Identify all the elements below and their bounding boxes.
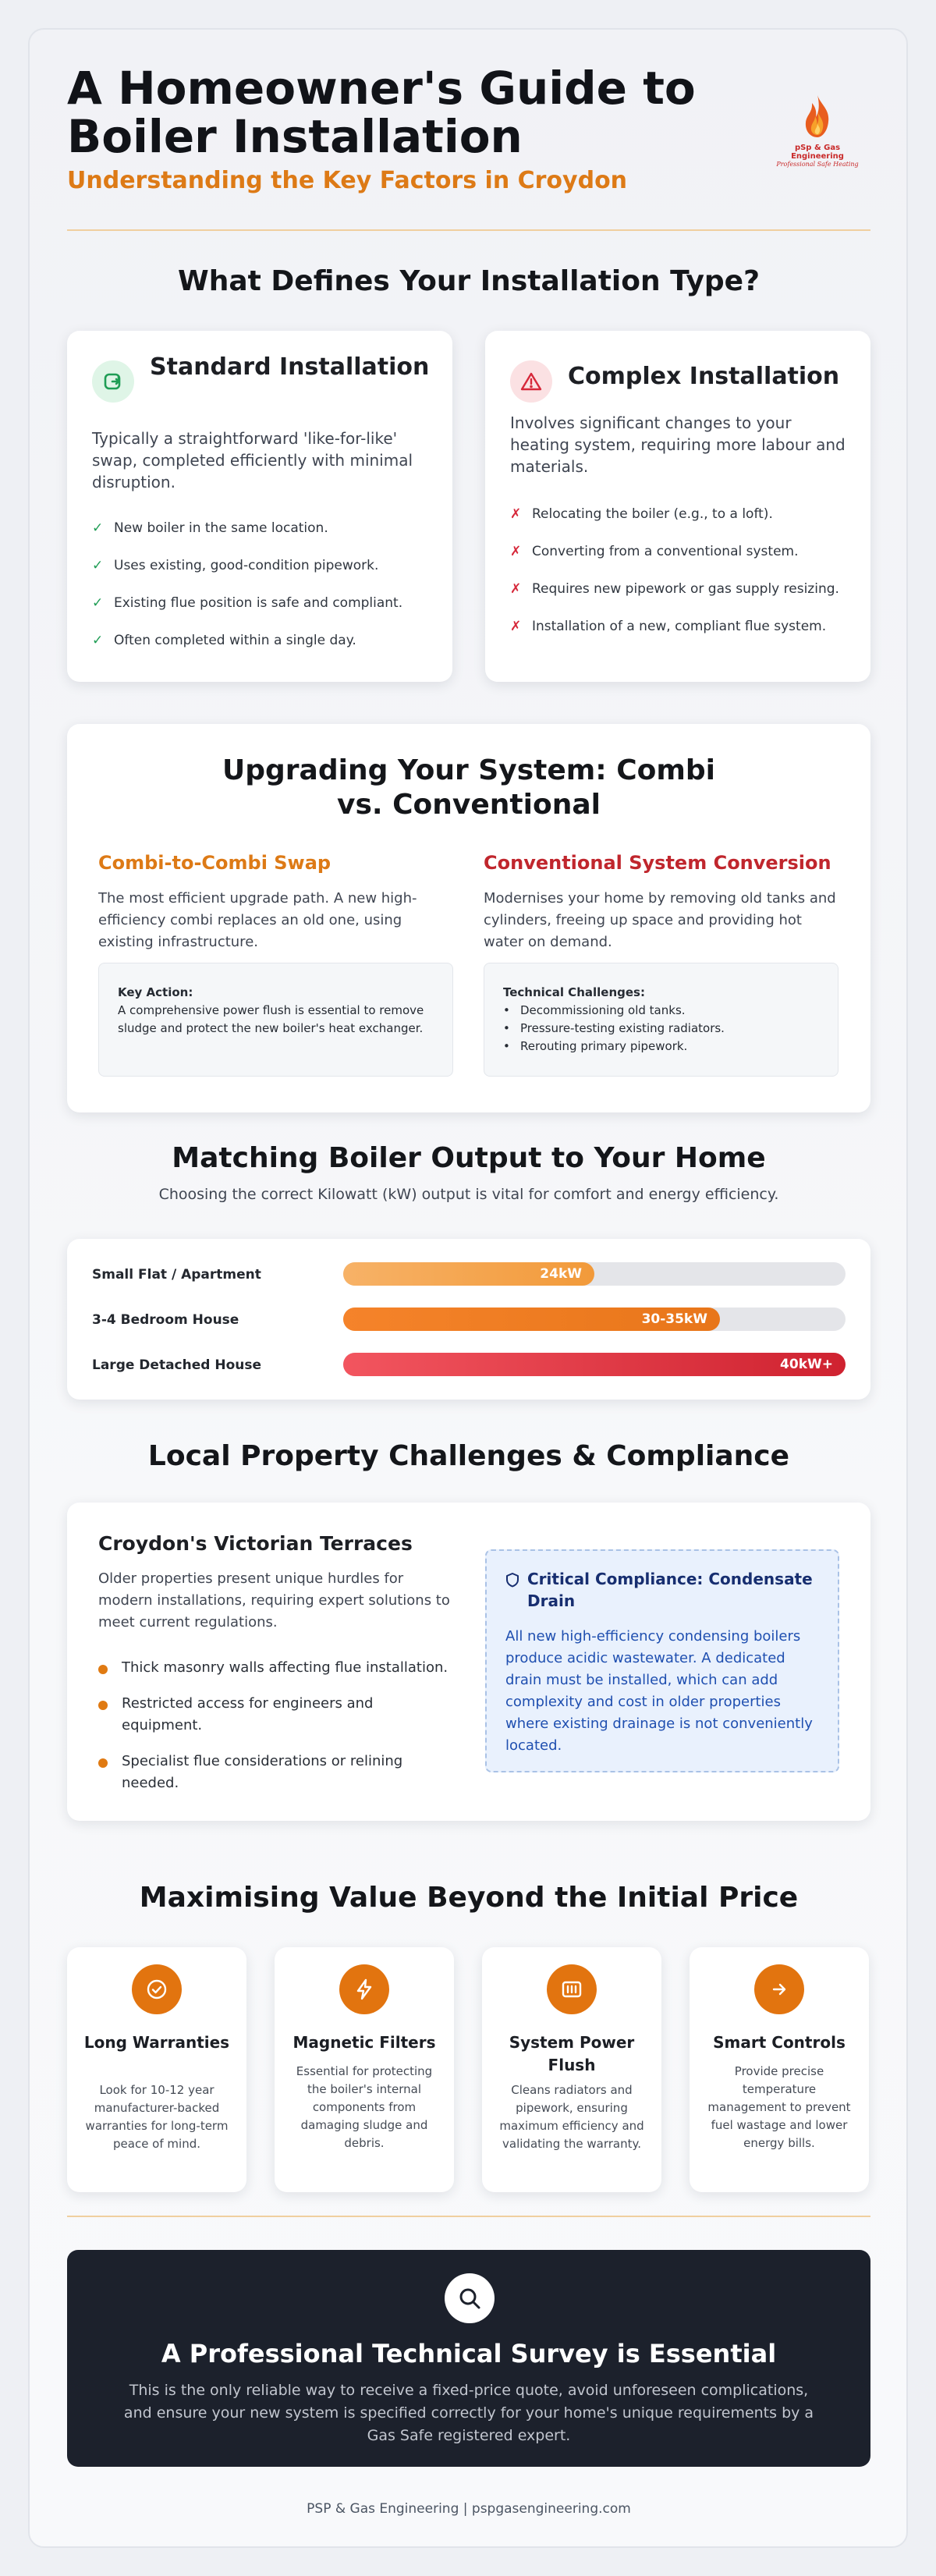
lightning-icon (339, 1964, 389, 2014)
complex-installation-list (510, 504, 853, 654)
list-item: Thick masonry walls affecting flue installation. (98, 1657, 457, 1679)
upgrade-heading: Upgrading Your System: Combi vs. Conventional (222, 754, 715, 821)
output-bar-track (343, 1353, 846, 1376)
value-card-smart-controls (690, 1947, 869, 2192)
key-action-text: A comprehensive power flush is essential to remove sludge and protect the new boiler's heat exchanger. (118, 1003, 424, 1035)
bullet-dot-icon (98, 1758, 108, 1768)
search-icon (445, 2273, 495, 2323)
compliance-title: Critical Compliance: Condensate Drain (527, 1570, 813, 1610)
standard-installation-description: Typically a straightforward 'like-for-like' swap, completed efficiently with minimal disruption. (92, 429, 413, 491)
list-item: ✗ Installation of a new, compliant flue system. (510, 616, 853, 637)
conventional-conversion-title: Conventional System Conversion (484, 852, 831, 874)
output-bar-fill: 24kW (343, 1262, 594, 1286)
boiler-swap-icon (92, 360, 134, 403)
list-item: ✓ Often completed within a single day. (92, 630, 435, 651)
value-card-warranties (67, 1947, 246, 2192)
survey-callout-title: A Professional Technical Survey is Essential (161, 2339, 777, 2368)
survey-callout (67, 2250, 870, 2467)
value-card-title: Long Warranties (83, 2033, 230, 2052)
guide-page (28, 28, 908, 2548)
list-item: ✗ Relocating the boiler (e.g., to a loft). (510, 504, 853, 525)
combi-swap-title: Combi-to-Combi Swap (98, 852, 332, 874)
output-row-label: 3-4 Bedroom House (92, 1312, 239, 1328)
value-card-description: Provide precise temperature management to prevent fuel wastage and lower energy bills. (707, 2064, 851, 2150)
list-item: ✓ Existing flue position is safe and compliant. (92, 593, 435, 614)
technical-challenges-list (503, 1002, 819, 1056)
key-action-label: Key Action: (118, 985, 193, 999)
arrow-right-circle-icon (754, 1964, 804, 2014)
complex-installation-title: Complex Installation (568, 363, 840, 390)
output-bar-fill: 40kW+ (343, 1353, 846, 1376)
victorian-terraces-list (98, 1657, 457, 1808)
victorian-terraces-title: Croydon's Victorian Terraces (98, 1532, 413, 1555)
output-bar-fill: 30-35kW (343, 1308, 720, 1331)
output-row-label: Large Detached House (92, 1357, 261, 1373)
conventional-conversion-description: Modernises your home by removing old tanks and cylinders, freeing up space and providing hot water on demand. (484, 890, 836, 950)
value-card-description: Look for 10-12 year manufacturer-backed warranties for long-term peace of mind. (85, 2083, 229, 2151)
value-card-description: Cleans radiators and pipework, ensuring maximum efficiency and validating the warranty. (499, 2083, 644, 2151)
list-item: Restricted access for engineers and equipment. (98, 1693, 457, 1737)
technical-challenges-label: Technical Challenges: (503, 985, 645, 999)
bullet-dot-icon (98, 1665, 108, 1674)
flame-icon (800, 94, 835, 139)
victorian-terraces-description: Older properties present unique hurdles for modern installations, requiring expert solutions to meet current regulations. (98, 1570, 450, 1630)
check-icon: ✓ (92, 595, 104, 611)
logo-tagline: Professional Safe Heating (776, 161, 859, 168)
value-card-magnetic-filters (275, 1947, 454, 2192)
local-challenges-heading: Local Property Challenges & Compliance (147, 1440, 790, 1472)
page-title: A Homeowner's Guide to Boiler Installation (67, 62, 696, 163)
company-logo (768, 94, 867, 168)
page-subtitle: Understanding the Key Factors in Croydon (67, 167, 628, 194)
list-item: • Pressure-testing existing radiators. (503, 1020, 819, 1038)
technical-challenges-box (484, 963, 838, 1077)
value-card-title: Magnetic Filters (292, 2033, 436, 2052)
logo-name: pSp & Gas Engineering (791, 144, 844, 161)
compliance-body: All new high-efficiency condensing boilers produce acidic wastewater. A dedicated drain must be installed, which can add complexity and cost in older properties where existing drainage is not conveniently located. (505, 1628, 813, 1754)
value-card-power-flush (482, 1947, 661, 2192)
cross-icon: ✗ (510, 506, 522, 522)
cross-icon: ✗ (510, 581, 522, 597)
value-card-description: Essential for protecting the boiler's internal components from damaging sludge and debris. (296, 2064, 433, 2150)
standard-installation-card (67, 331, 452, 682)
combi-swap-description: The most efficient upgrade path. A new high-efficiency combi replaces an old one, using existing infrastructure. (98, 890, 417, 950)
list-item: ✓ New boiler in the same location. (92, 518, 435, 539)
list-item: ✗ Requires new pipework or gas supply resizing. (510, 579, 853, 600)
output-bar-track (343, 1308, 846, 1331)
output-row-label: Small Flat / Apartment (92, 1267, 261, 1283)
complex-installation-description: Involves significant changes to your heating system, requiring more labour and materials. (510, 413, 846, 476)
list-item: ✓ Uses existing, good-condition pipework. (92, 555, 435, 577)
check-icon: ✓ (92, 633, 104, 648)
shield-icon (505, 1568, 527, 1612)
check-icon: ✓ (92, 520, 104, 536)
boiler-output-heading: Matching Boiler Output to Your Home (172, 1142, 766, 1174)
header-divider (67, 229, 870, 231)
survey-callout-body: This is the only reliable way to receive a fixed-price quote, avoid unforeseen complications, and ensure your new system is specified correctly for your home's unique requirements by a Gas Safe registered expert. (123, 2382, 814, 2444)
output-bar-track (343, 1262, 846, 1286)
warning-triangle-icon (510, 360, 552, 403)
standard-installation-list (92, 518, 435, 668)
list-item: • Rerouting primary pipework. (503, 1038, 819, 1056)
upgrade-section-card (67, 724, 870, 1112)
section-divider (67, 2216, 870, 2217)
list-item: ✗ Converting from a conventional system. (510, 541, 853, 562)
radiator-icon (547, 1964, 597, 2014)
cross-icon: ✗ (510, 544, 522, 559)
complex-installation-card (485, 331, 870, 682)
page-footer: PSP & Gas Engineering | pspgasengineering.com (307, 2501, 631, 2517)
check-circle-icon (132, 1964, 182, 2014)
standard-installation-title: Standard Installation (150, 353, 430, 381)
local-challenges-card (67, 1503, 870, 1821)
condensate-compliance-box (485, 1549, 839, 1772)
bullet-dot-icon (98, 1701, 108, 1710)
boiler-output-subheading: Choosing the correct Kilowatt (kW) output is vital for comfort and energy efficiency. (158, 1186, 779, 1203)
value-card-title: Smart Controls (713, 2033, 846, 2052)
list-item: Specialist flue considerations or relining needed. (98, 1751, 457, 1794)
installation-type-heading: What Defines Your Installation Type? (178, 265, 760, 297)
check-icon: ✓ (92, 558, 104, 573)
list-item: • Decommissioning old tanks. (503, 1002, 819, 1020)
boiler-output-card (67, 1239, 870, 1400)
cross-icon: ✗ (510, 619, 522, 634)
key-action-box (98, 963, 453, 1077)
value-card-title: System Power Flush (509, 2033, 635, 2074)
value-heading: Maximising Value Beyond the Initial Price (139, 1882, 799, 1914)
